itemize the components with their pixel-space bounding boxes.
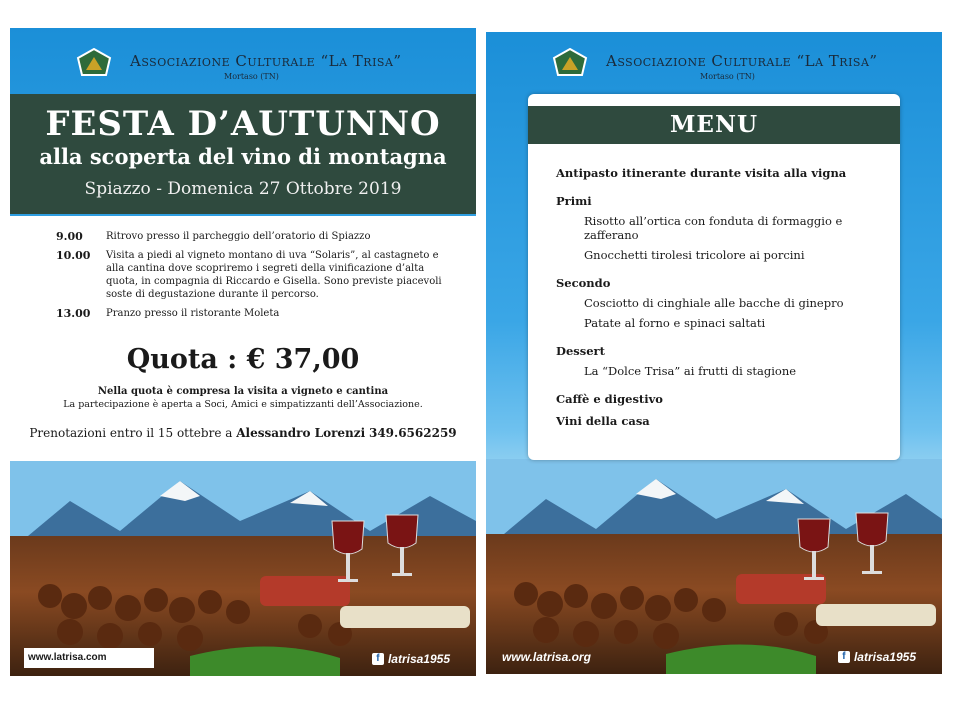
wine-glass-icon bbox=[852, 511, 892, 581]
wine-glass-icon bbox=[328, 519, 368, 589]
course-name: Antipasto itinerante durante visita alla vigna bbox=[556, 166, 847, 180]
event-flyer bbox=[10, 28, 476, 676]
price: Quota : € 37,00 bbox=[126, 344, 360, 375]
menu-flyer bbox=[486, 32, 942, 674]
autumn-scene-image bbox=[10, 461, 476, 676]
association-logo-icon bbox=[552, 48, 588, 78]
title-banner bbox=[10, 94, 476, 214]
autumn-scene-image bbox=[486, 459, 942, 674]
schedule-item bbox=[56, 230, 456, 243]
schedule-item bbox=[56, 307, 456, 320]
schedule-desc: Pranzo presso il ristorante Moleta bbox=[106, 308, 280, 319]
menu-item: La “Dolce Trisa” ai frutti di stagione bbox=[584, 364, 797, 378]
association-name: Associazione Culturale “La Trisa” bbox=[606, 52, 878, 70]
social-handle[interactable] bbox=[838, 650, 916, 664]
social-handle-text: latrisa1955 bbox=[853, 650, 916, 664]
facebook-icon: f bbox=[372, 653, 384, 665]
menu-item: Cosciotto di cinghiale alle bacche di ginepro bbox=[584, 296, 844, 310]
facebook-icon: f bbox=[838, 651, 850, 663]
social-handle-text: latrisa1955 bbox=[387, 652, 450, 666]
booking-info bbox=[10, 426, 476, 440]
info-panel bbox=[10, 216, 476, 461]
association-logo-icon bbox=[76, 48, 112, 78]
website-link[interactable]: www.latrisa.org bbox=[502, 650, 591, 664]
course-name: Secondo bbox=[556, 276, 611, 290]
website-link[interactable]: www.latrisa.com bbox=[24, 648, 154, 668]
event-subtitle: alla scoperta del vino di montagna bbox=[39, 144, 447, 169]
participation-note: La partecipazione è aperta a Soci, Amici e simpatizzanti dell’Associazione. bbox=[63, 399, 423, 410]
event-date: Spiazzo - Domenica 27 Ottobre 2019 bbox=[84, 179, 402, 199]
course-name: Dessert bbox=[556, 344, 605, 358]
menu-title: MENU bbox=[528, 106, 900, 144]
association-place: Mortaso (TN) bbox=[224, 72, 279, 81]
menu-item: Patate al forno e spinaci saltati bbox=[584, 316, 766, 330]
course-name: Primi bbox=[556, 194, 592, 208]
schedule-time: 13.00 bbox=[56, 307, 91, 320]
association-name: Associazione Culturale “La Trisa” bbox=[130, 52, 402, 70]
menu-item: Risotto all’ortica con fonduta di formaggio e zafferano bbox=[584, 214, 843, 242]
flyer-header bbox=[486, 42, 942, 92]
schedule-desc: Visita a piedi al vigneto montano di uva “Solaris”, al castagneto e alla cantina dove scopriremo i segreti della vinificazione d’alta quota, in compagnia di Riccardo e Gisella. Sono previste piacevoli soste di degustazione durante il percorso. bbox=[106, 250, 442, 300]
flyer-header bbox=[10, 42, 476, 92]
schedule-desc: Ritrovo presso il parcheggio dell’oratorio di Spiazzo bbox=[106, 231, 371, 242]
course-name: Caffè e digestivo bbox=[556, 392, 663, 406]
booking-prefix: Prenotazioni entro il 15 ottebre a bbox=[29, 426, 233, 440]
course-name: Vini della casa bbox=[556, 414, 650, 428]
wine-glass-icon bbox=[382, 513, 422, 583]
price-note: Nella quota è compresa la visita a vigneto e cantina bbox=[97, 386, 389, 397]
schedule-item bbox=[56, 249, 456, 301]
association-place: Mortaso (TN) bbox=[700, 72, 755, 81]
menu-item: Gnocchetti tirolesi tricolore ai porcini bbox=[584, 248, 805, 262]
menu-courses bbox=[556, 166, 880, 428]
social-handle[interactable] bbox=[372, 652, 450, 666]
schedule-time: 10.00 bbox=[56, 249, 91, 262]
event-title: FESTA D’AUTUNNO bbox=[45, 104, 441, 144]
schedule-time: 9.00 bbox=[56, 230, 83, 243]
schedule bbox=[56, 230, 456, 326]
booking-phone: 349.6562259 bbox=[368, 426, 457, 440]
wine-glass-icon bbox=[794, 517, 834, 587]
menu-card bbox=[528, 94, 900, 460]
booking-name: Alessandro Lorenzi bbox=[236, 426, 366, 440]
